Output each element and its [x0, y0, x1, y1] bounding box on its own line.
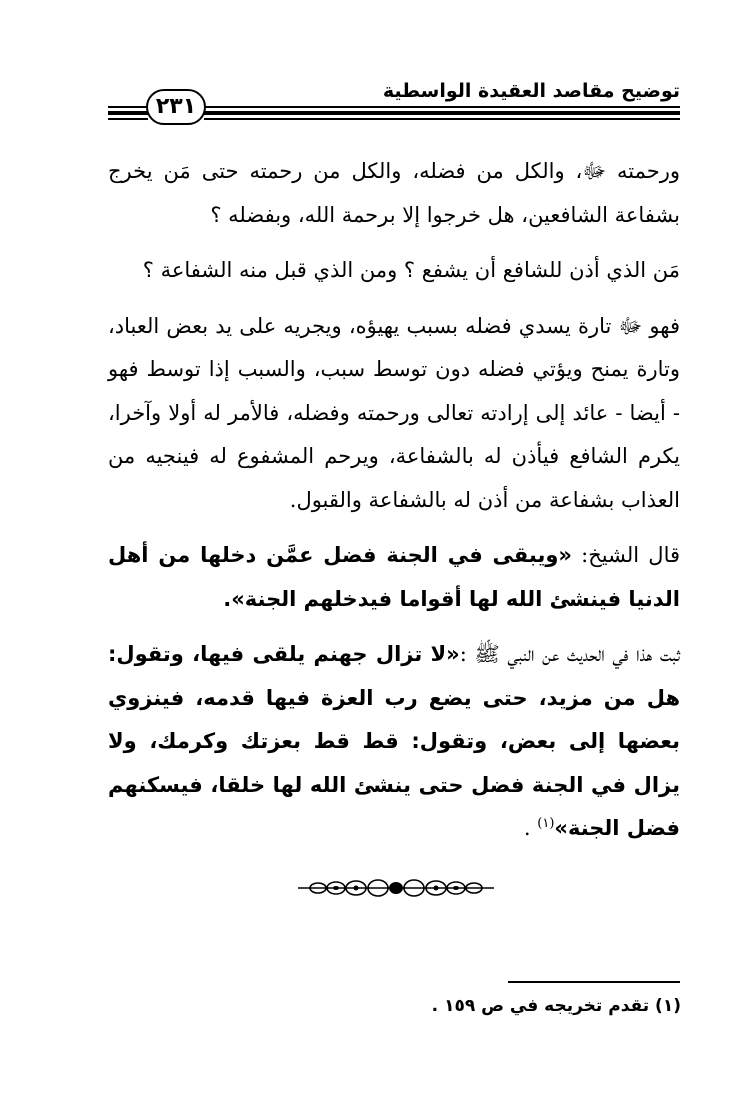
sheikh-said-lead: قال الشيخ:	[571, 543, 681, 567]
paragraph-2: مَن الذي أذن للشافع أن يشفع ؟ ومن الذي قبل منه الشفاعة ؟	[142, 258, 680, 282]
page-number: ٢٣١	[146, 89, 206, 125]
footnote: (١) تقدم تخريجه في ص ١٥٩ .	[431, 996, 681, 1016]
paragraph-4	[108, 534, 680, 621]
paragraph-end: .	[523, 816, 538, 840]
header-rule	[204, 106, 680, 108]
footnote-reference[interactable]: (١)	[537, 816, 555, 831]
paragraph-1: ورحمته ﷻ، والكل من فضله، والكل من رحمته حتى مَن يخرج بشفاعة الشافعين، هل خرجوا إلا برحمة الله، وبفضله ؟	[108, 159, 680, 227]
hadith-quote: «لا تزال جهنم يلقى فيها، وتقول: هل من مزيد، حتى يضع رب العزة فيها قدمه، فينزوي بعضها إلى بعض، وتقول: قط قط بعزتك وكرمك، ولا يزال في الجنة فضل حتى ينشئ الله لها خلقا، فيسكنهم فضل الجنة»	[108, 642, 680, 840]
hadith-lead: ثبت هذا في الحديث عن النبي ﷺ :	[459, 642, 680, 666]
header-rule	[108, 118, 148, 120]
footnote-rule	[508, 981, 680, 983]
paragraph-5	[108, 633, 680, 851]
header-rule	[204, 111, 680, 115]
header-rule	[108, 111, 148, 115]
section-ornament	[296, 875, 496, 901]
header-rule	[108, 106, 148, 108]
page-header	[108, 76, 680, 136]
body-text	[108, 150, 680, 863]
sheikh-quote: «ويبقى في الجنة فضل عمَّن دخلها من أهل الدنيا فينشئ الله لها أقواما فيدخلهم الجنة».	[108, 543, 680, 611]
header-rule	[204, 118, 680, 120]
running-title: توضيح مقاصد العقيدة الواسطية	[382, 80, 680, 102]
paragraph-3: فهو ﷻ تارة يسدي فضله بسبب يهيؤه، ويجريه على يد بعض العباد، وتارة يمنح ويؤتي فضله دون توسط سبب، والسبب إذا توسط فهو - أيضا - عائد إلى إرادته تعالى ورحمته وفضله، فالأمر له أولا وآخرا، يكرم الشافع فيأذن له بالشفاعة، ويرحم المشفوع له فينجيه من العذاب بشفاعة من أذن له بالشفاعة والقبول.	[108, 313, 680, 512]
